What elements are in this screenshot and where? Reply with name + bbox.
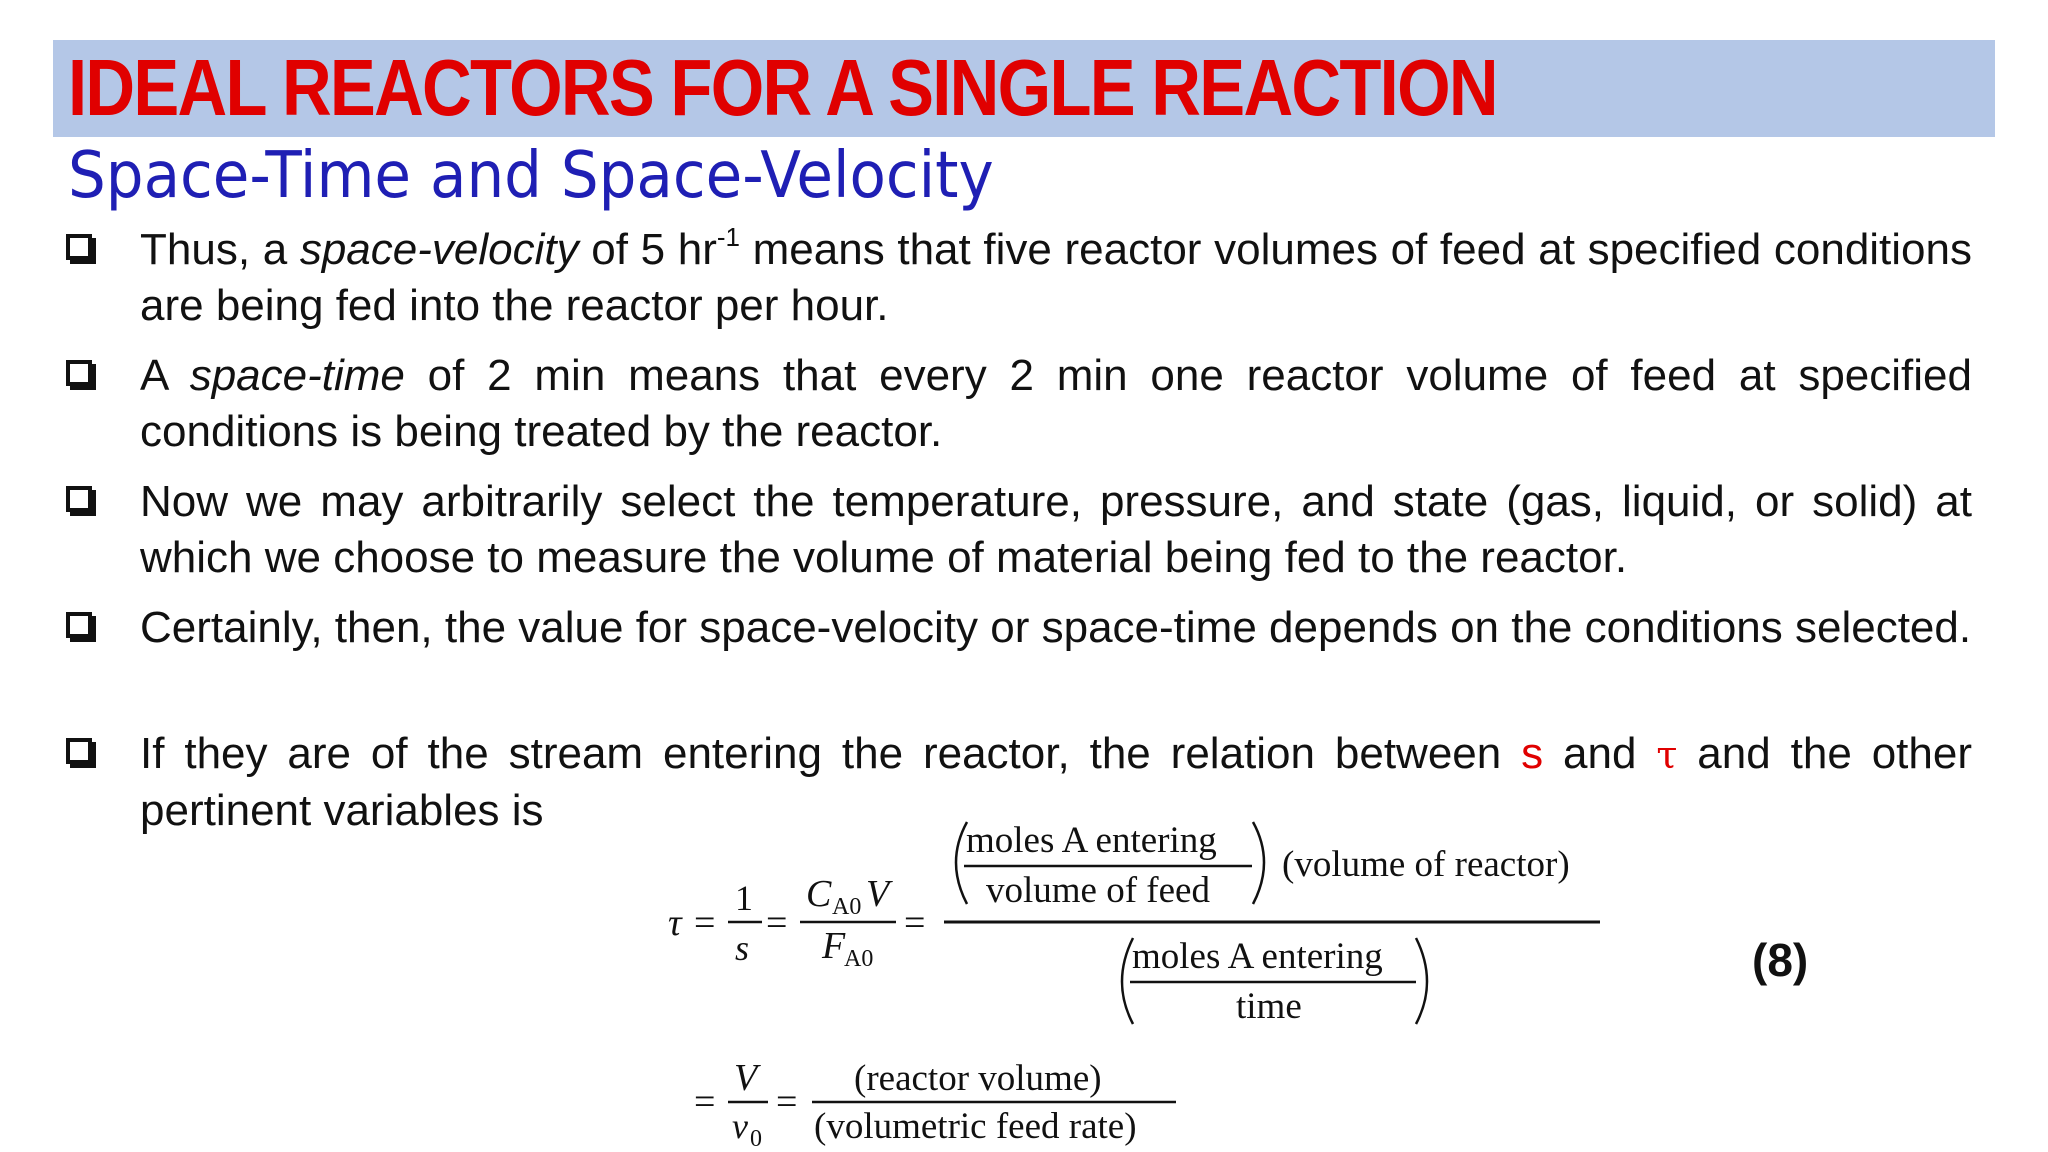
slide-subtitle: Space-Time and Space-Velocity — [68, 139, 994, 213]
equals-sign: = — [904, 902, 926, 944]
numerator-one: 1 — [735, 878, 753, 918]
equation-number: (8) — [1752, 934, 1809, 986]
bullet-text: Now we may arbitrarily select the temperature, pressure, and state (gas, liquid, or solid) at which we choose to measure the volume of material being fed to the reactor. — [140, 477, 1972, 582]
bullet-text: If they are of the stream entering the reactor, the relation between s and τ and the other pertinent variables is — [140, 729, 1972, 835]
reactor-volume-text: (reactor volume) — [854, 1058, 1102, 1099]
moles-entering-text: moles A entering — [966, 820, 1217, 861]
equals-sign: = — [694, 1081, 716, 1123]
bullet-text: Thus, a space-velocity of 5 $hr^{-1}$ means that five reactor volumes of feed at specified conditions are being fed into the reactor per hour. — [140, 222, 1973, 330]
time-text: time — [1236, 986, 1302, 1027]
volumetric-flow-subscript: 0 — [750, 1126, 762, 1152]
volume-of-reactor-text: (volume of reactor) — [1282, 844, 1570, 885]
tau-symbol: τ — [668, 902, 682, 944]
equals-sign: = — [694, 902, 716, 944]
molar-flow-symbol: F — [822, 925, 846, 967]
volumetric-feed-rate-text: (volumetric feed rate) — [814, 1106, 1137, 1147]
volume-symbol: V — [734, 1057, 758, 1099]
concentration-subscript: A0 — [832, 894, 862, 920]
bullet-text: A space-time of 2 min means that every 2 min one reactor volume of feed at specified conditions is being treated by the reactor. — [140, 351, 1972, 456]
moles-entering-text: moles A entering — [1132, 936, 1383, 977]
volumetric-flow-symbol: v — [732, 1106, 748, 1146]
bullet-text: Certainly, then, the value for space-velocity or space-time depends on the conditions selected. — [140, 603, 1972, 652]
right-paren — [1253, 822, 1264, 904]
equals-sign: = — [766, 902, 788, 944]
denominator-s: s — [735, 928, 750, 968]
slide-title: IDEAL REACTORS FOR A SINGLE REACTION — [68, 43, 1497, 132]
concentration-symbol: C — [806, 873, 832, 915]
right-paren — [1416, 938, 1427, 1024]
molar-flow-subscript: A0 — [844, 946, 874, 972]
volume-of-feed-text: volume of feed — [986, 870, 1210, 911]
volume-symbol: V — [866, 873, 890, 915]
equals-sign: = — [776, 1081, 798, 1123]
